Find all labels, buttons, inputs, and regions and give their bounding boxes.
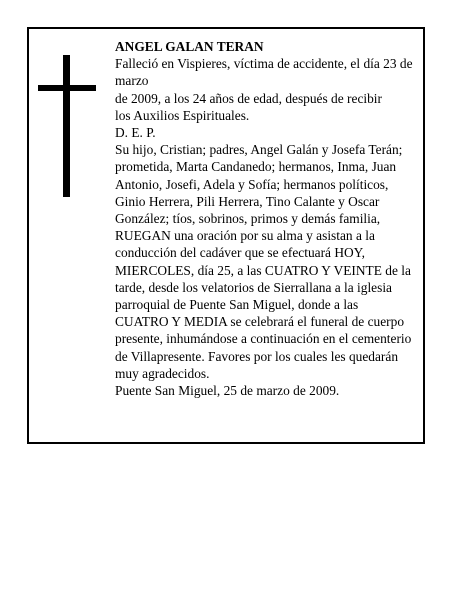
notice-line: marzo <box>115 73 149 89</box>
notice-line: los Auxilios Espirituales. <box>115 107 250 123</box>
cross-icon-crossbar <box>38 85 96 91</box>
notice-line: presente, inhumándose a continuación en el cementerio <box>115 331 412 347</box>
notice-line: RUEGAN una oración por su alma y asistan a la <box>115 228 375 244</box>
notice-line: muy agradecidos. <box>115 365 210 381</box>
notice-line: CUATRO Y MEDIA se celebrará el funeral de cuerpo <box>115 314 405 330</box>
notice-line: Antonio, Josefi, Adela y Sofía; hermanos políticos, <box>115 176 389 192</box>
notice-line: D. E. P. <box>115 125 156 141</box>
notice-line: Ginio Herrera, Pili Herrera, Tino Calante y Oscar <box>115 193 380 209</box>
notice-line: Falleció en Vispieres, víctima de accidente, el día 23 de <box>115 56 413 72</box>
cross-icon <box>63 55 70 197</box>
notice-line: prometida, Marta Candanedo; hermanos, Inma, Juan <box>115 159 397 175</box>
notice-line: de Villapresente. Favores por los cuales les quedarán <box>115 348 399 364</box>
notice-line: parroquial de Puente San Miguel, donde a las <box>115 297 359 313</box>
notice-line: de 2009, a los 24 años de edad, después de recibir <box>115 90 382 106</box>
notice-line: González; tíos, sobrinos, primos y demás familia, <box>115 211 381 227</box>
notice-line: MIERCOLES, día 25, a las CUATRO Y VEINTE de la <box>115 262 411 278</box>
obituary-text <box>115 38 425 399</box>
notice-line: Su hijo, Cristian; padres, Angel Galán y Josefa Terán; <box>115 142 403 158</box>
notice-line: conducción del cadáver que se efectuará HOY, <box>115 245 365 261</box>
notice-line: Puente San Miguel, 25 de marzo de 2009. <box>115 383 340 399</box>
deceased-name: ANGEL GALAN TERAN <box>115 39 264 54</box>
notice-line: tarde, desde los velatorios de Sierrallana a la iglesia <box>115 279 393 295</box>
